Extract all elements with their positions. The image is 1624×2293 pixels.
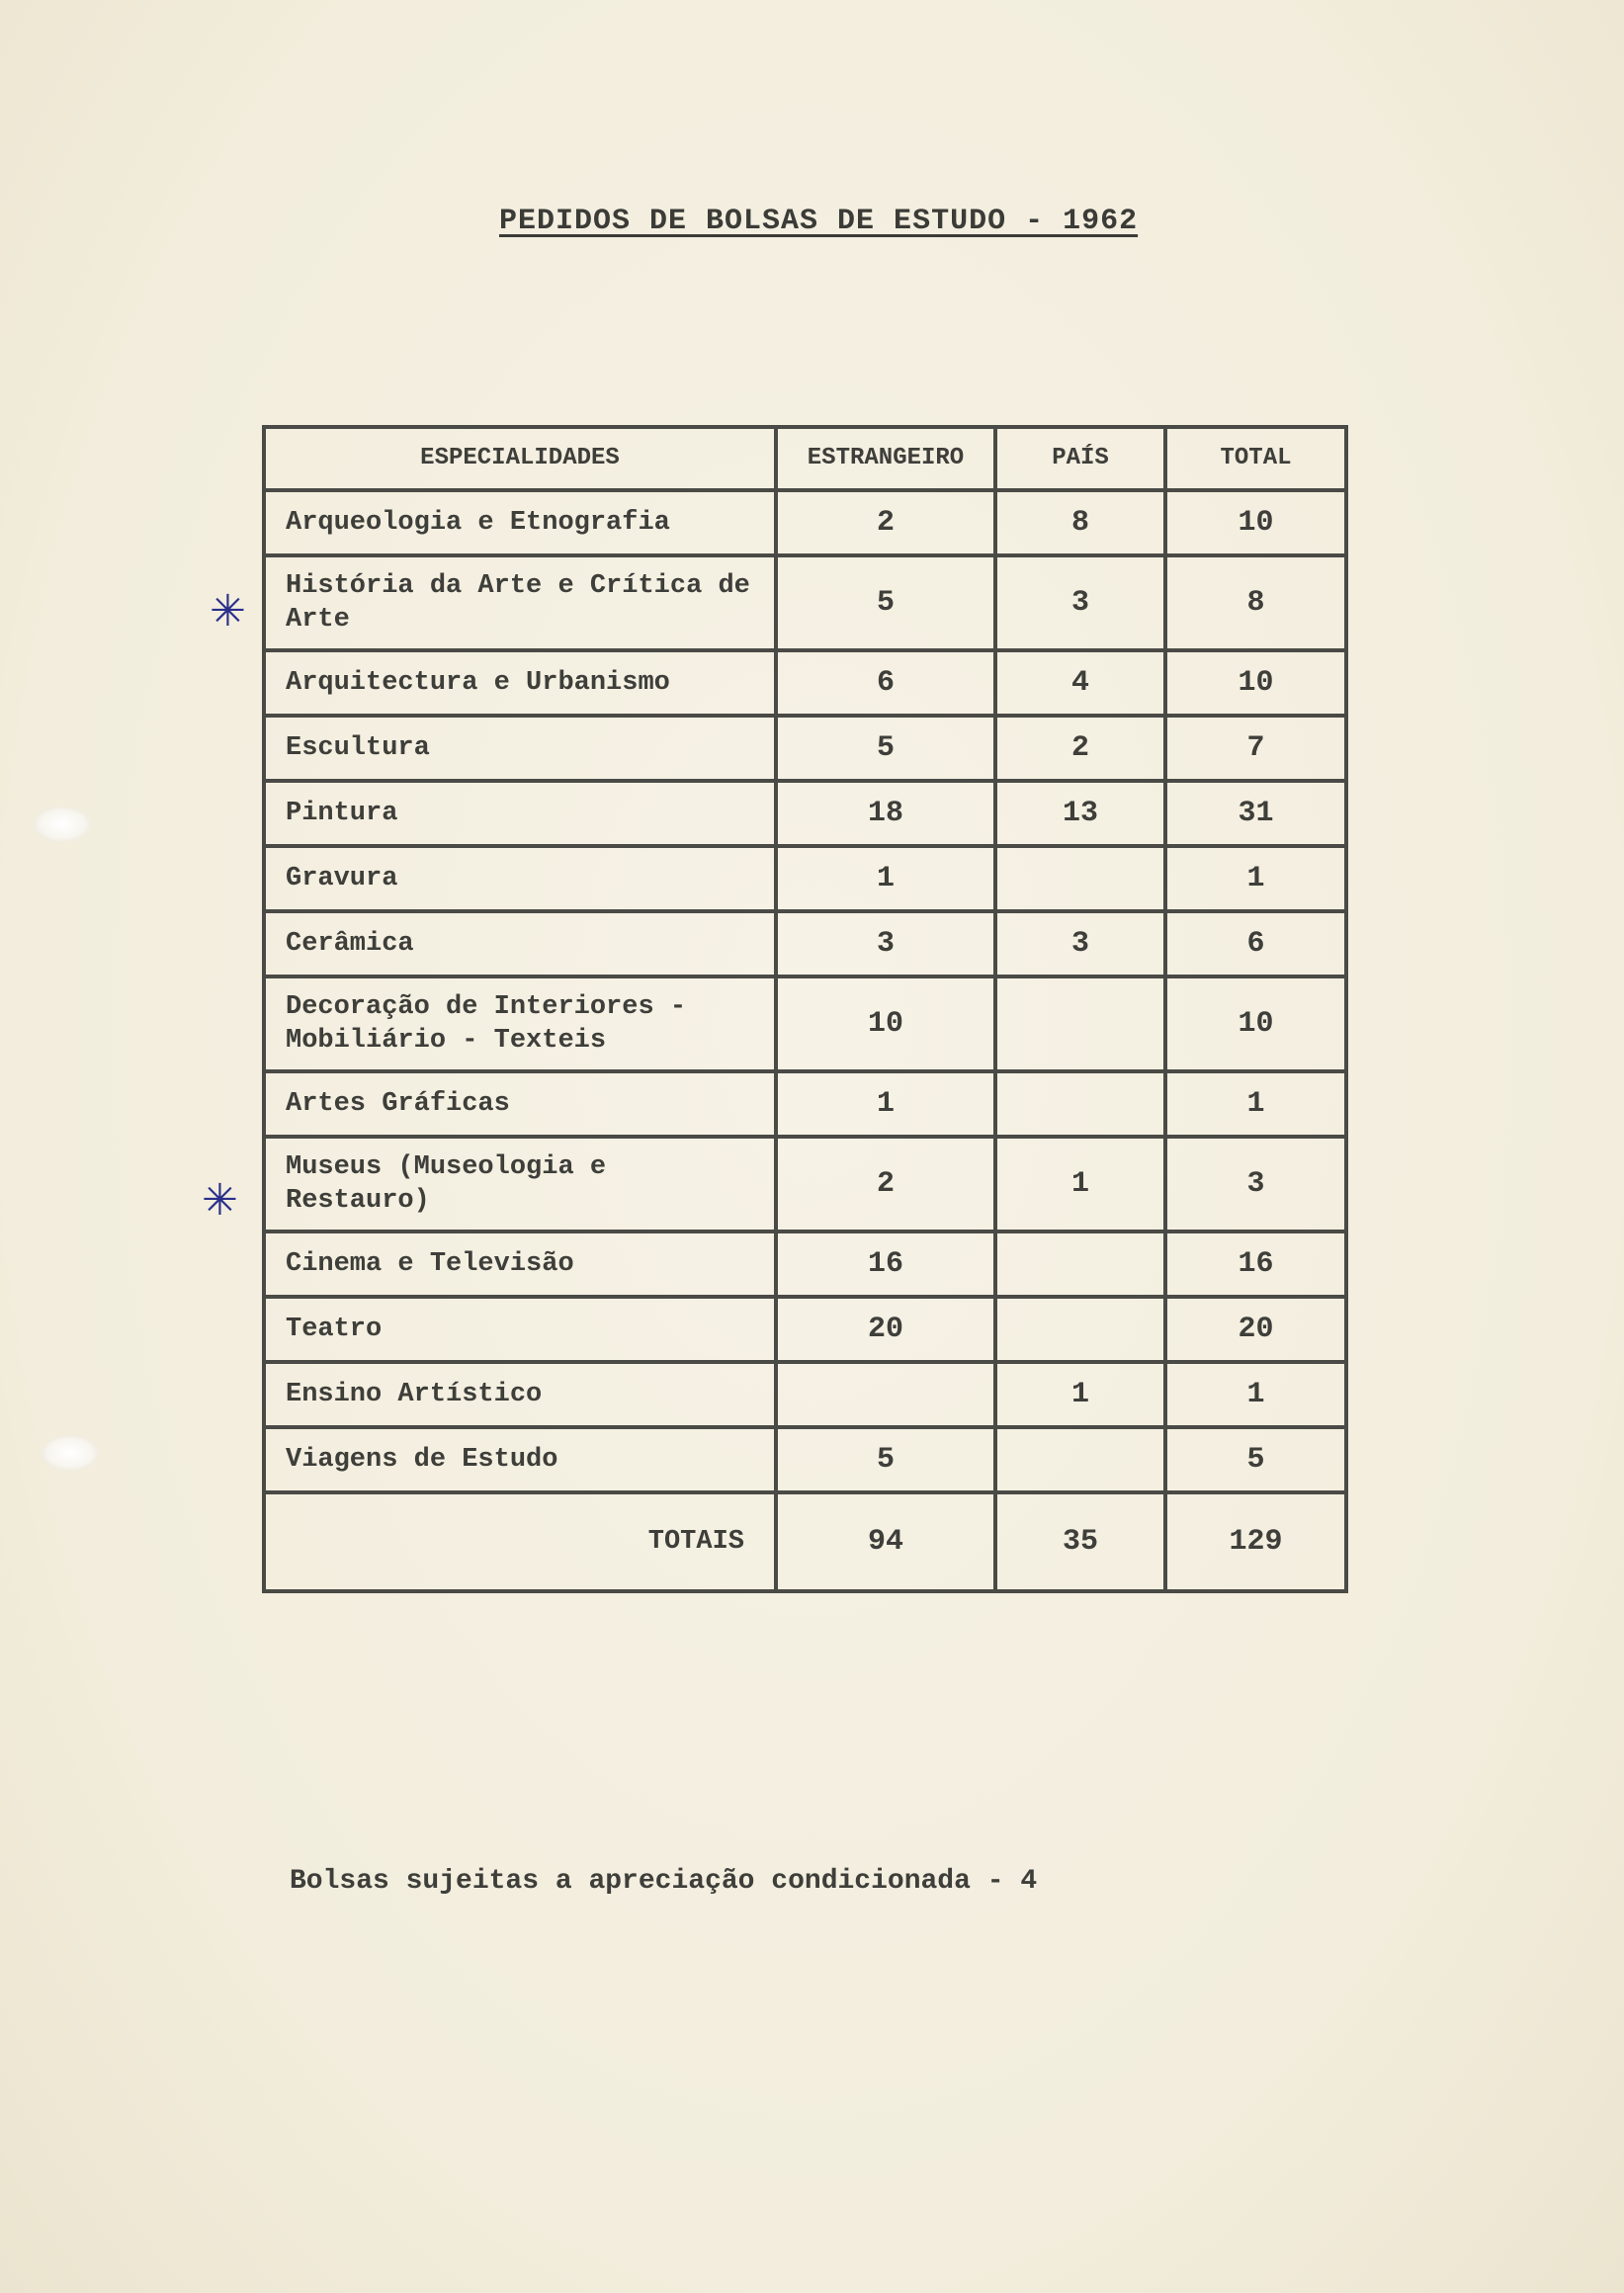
estrangeiro-cell: 6 xyxy=(776,650,995,716)
estrangeiro-cell: 5 xyxy=(776,716,995,781)
footnote: Bolsas sujeitas a apreciação condicionada - 4 xyxy=(290,1866,1038,1897)
total-cell: 10 xyxy=(1165,650,1346,716)
table-row xyxy=(264,650,1346,716)
estrangeiro-cell: 5 xyxy=(776,1427,995,1492)
estrangeiro-cell: 5 xyxy=(776,555,995,650)
table-row xyxy=(264,781,1346,846)
estrangeiro-cell: 1 xyxy=(776,1071,995,1137)
scholarship-table xyxy=(262,425,1348,1593)
table-row xyxy=(264,716,1346,781)
totals-total: 129 xyxy=(1165,1492,1346,1591)
table-row xyxy=(264,1362,1346,1427)
total-cell: 20 xyxy=(1165,1297,1346,1362)
total-cell: 1 xyxy=(1165,846,1346,911)
table-row xyxy=(264,846,1346,911)
table-row xyxy=(264,490,1346,555)
estrangeiro-cell: 2 xyxy=(776,490,995,555)
estrangeiro-cell: 20 xyxy=(776,1297,995,1362)
especialidade-cell: Escultura xyxy=(264,716,776,781)
pais-cell: 3 xyxy=(995,555,1165,650)
especialidade-cell: Cerâmica xyxy=(264,911,776,977)
header-total: TOTAL xyxy=(1165,427,1346,490)
pais-cell xyxy=(995,1427,1165,1492)
total-cell: 1 xyxy=(1165,1071,1346,1137)
pais-cell xyxy=(995,1297,1165,1362)
especialidade-cell: Artes Gráficas xyxy=(264,1071,776,1137)
table-row xyxy=(264,1427,1346,1492)
estrangeiro-cell: 3 xyxy=(776,911,995,977)
pais-cell xyxy=(995,846,1165,911)
table-row xyxy=(264,977,1346,1071)
pais-cell: 1 xyxy=(995,1362,1165,1427)
header-pais: PAÍS xyxy=(995,427,1165,490)
total-cell: 8 xyxy=(1165,555,1346,650)
table-row xyxy=(264,911,1346,977)
header-estrangeiro: ESTRANGEIRO xyxy=(776,427,995,490)
especialidade-cell: História da Arte e Crítica de Arte xyxy=(264,555,776,650)
pais-cell: 4 xyxy=(995,650,1165,716)
especialidade-cell: Gravura xyxy=(264,846,776,911)
especialidade-cell: Decoração de Interiores - Mobiliário - Texteis xyxy=(264,977,776,1071)
total-cell: 31 xyxy=(1165,781,1346,846)
table-header-row xyxy=(264,427,1346,490)
pais-cell: 3 xyxy=(995,911,1165,977)
totals-pais: 35 xyxy=(995,1492,1165,1591)
pais-cell: 8 xyxy=(995,490,1165,555)
asterisk-mark-museus: ✳ xyxy=(202,1175,238,1226)
total-cell: 10 xyxy=(1165,977,1346,1071)
especialidade-cell: Cinema e Televisão xyxy=(264,1231,776,1297)
pais-cell xyxy=(995,1231,1165,1297)
asterisk-mark-historia-arte: ✳ xyxy=(210,586,246,637)
estrangeiro-cell: 16 xyxy=(776,1231,995,1297)
especialidade-cell: Ensino Artístico xyxy=(264,1362,776,1427)
pais-cell: 1 xyxy=(995,1137,1165,1231)
total-cell: 16 xyxy=(1165,1231,1346,1297)
estrangeiro-cell: 1 xyxy=(776,846,995,911)
punch-hole xyxy=(42,1435,99,1471)
estrangeiro-cell: 18 xyxy=(776,781,995,846)
especialidade-cell: Arquitectura e Urbanismo xyxy=(264,650,776,716)
especialidade-cell: Museus (Museologia e Restauro) xyxy=(264,1137,776,1231)
punch-hole xyxy=(34,807,91,842)
estrangeiro-cell: 2 xyxy=(776,1137,995,1231)
estrangeiro-cell xyxy=(776,1362,995,1427)
total-cell: 5 xyxy=(1165,1427,1346,1492)
especialidade-cell: Pintura xyxy=(264,781,776,846)
pais-cell: 2 xyxy=(995,716,1165,781)
header-especialidades: ESPECIALIDADES xyxy=(264,427,776,490)
totals-label: TOTAIS xyxy=(264,1492,776,1591)
total-cell: 3 xyxy=(1165,1137,1346,1231)
totals-row xyxy=(264,1492,1346,1591)
pais-cell xyxy=(995,1071,1165,1137)
especialidade-cell: Teatro xyxy=(264,1297,776,1362)
totals-estrangeiro: 94 xyxy=(776,1492,995,1591)
especialidade-cell: Arqueologia e Etnografia xyxy=(264,490,776,555)
table-row xyxy=(264,1297,1346,1362)
table-row xyxy=(264,1071,1346,1137)
pais-cell xyxy=(995,977,1165,1071)
estrangeiro-cell: 10 xyxy=(776,977,995,1071)
document-title: PEDIDOS DE BOLSAS DE ESTUDO - 1962 xyxy=(499,205,1139,238)
total-cell: 7 xyxy=(1165,716,1346,781)
table-row xyxy=(264,1137,1346,1231)
total-cell: 6 xyxy=(1165,911,1346,977)
table-row xyxy=(264,1231,1346,1297)
total-cell: 10 xyxy=(1165,490,1346,555)
pais-cell: 13 xyxy=(995,781,1165,846)
total-cell: 1 xyxy=(1165,1362,1346,1427)
especialidade-cell: Viagens de Estudo xyxy=(264,1427,776,1492)
table-row xyxy=(264,555,1346,650)
